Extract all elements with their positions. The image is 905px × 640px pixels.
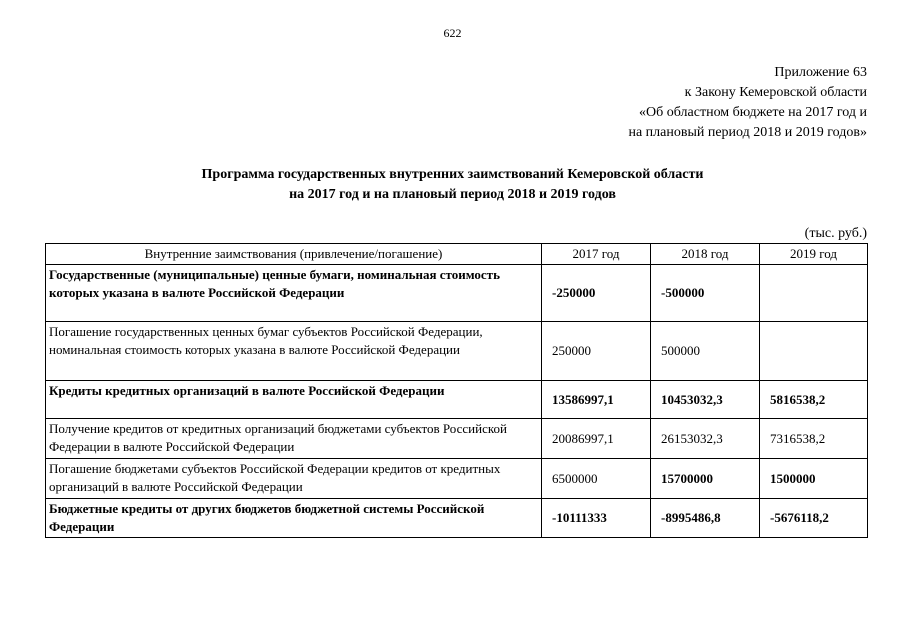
row-name: Бюджетные кредиты от других бюджетов бюджетной системы Российской Федерации	[46, 499, 542, 538]
value-2018: 26153032,3	[651, 419, 760, 459]
appendix-line: на плановый период 2018 и 2019 годов»	[628, 125, 867, 140]
table-row	[46, 459, 868, 499]
document-title	[0, 165, 905, 205]
value-2019: 1500000	[760, 459, 868, 499]
row-name: Погашение бюджетами субъектов Российской Федерации кредитов от кредитных организаций в валюте Российской Федерации	[46, 459, 542, 499]
appendix-line: к Закону Кемеровской области	[684, 85, 867, 100]
table-row	[46, 265, 868, 322]
value-2017: 6500000	[542, 459, 651, 499]
table-row	[46, 499, 868, 538]
column-header: 2017 год	[542, 244, 651, 265]
value-2017: 20086997,1	[542, 419, 651, 459]
row-name: Государственные (муниципальные) ценные бумаги, номинальная стоимость которых указана в валюте Российской Федерации	[46, 265, 542, 322]
row-name: Кредиты кредитных организаций в валюте Российской Федерации	[46, 381, 542, 419]
value-2018: 10453032,3	[651, 381, 760, 419]
value-2018: -8995486,8	[651, 499, 760, 538]
units-label: (тыс. руб.)	[804, 226, 867, 241]
appendix-line: «Об областном бюджете на 2017 год и	[639, 105, 867, 120]
borrowings-table	[45, 243, 868, 538]
value-2019	[760, 322, 868, 381]
row-name: Получение кредитов от кредитных организаций бюджетами субъектов Российской Федерации в валюте Российской Федерации	[46, 419, 542, 459]
value-2017: -10111333	[542, 499, 651, 538]
value-2019: 5816538,2	[760, 381, 868, 419]
value-2018: -500000	[651, 265, 760, 322]
table-row	[46, 419, 868, 459]
page-number: 622	[443, 26, 462, 40]
value-2019: -5676118,2	[760, 499, 868, 538]
value-2019: 7316538,2	[760, 419, 868, 459]
column-header: 2018 год	[651, 244, 760, 265]
row-name: Погашение государственных ценных бумаг субъектов Российской Федерации, номинальная стоимость которых указана в валюте Российской Федерации	[46, 322, 542, 381]
appendix-line: Приложение 63	[774, 65, 867, 80]
column-header: Внутренние заимствования (привлечение/погашение)	[46, 244, 542, 265]
table-row	[46, 381, 868, 419]
value-2018: 15700000	[651, 459, 760, 499]
value-2018: 500000	[651, 322, 760, 381]
value-2017: -250000	[542, 265, 651, 322]
table-row	[46, 322, 868, 381]
value-2017: 13586997,1	[542, 381, 651, 419]
table-header-row	[46, 244, 868, 265]
value-2019	[760, 265, 868, 322]
title-line: Программа государственных внутренних заимствований Кемеровской области	[201, 167, 704, 182]
appendix-header	[628, 63, 867, 143]
title-line: на 2017 год и на плановый период 2018 и 2019 годов	[289, 187, 616, 202]
column-header: 2019 год	[760, 244, 868, 265]
value-2017: 250000	[542, 322, 651, 381]
